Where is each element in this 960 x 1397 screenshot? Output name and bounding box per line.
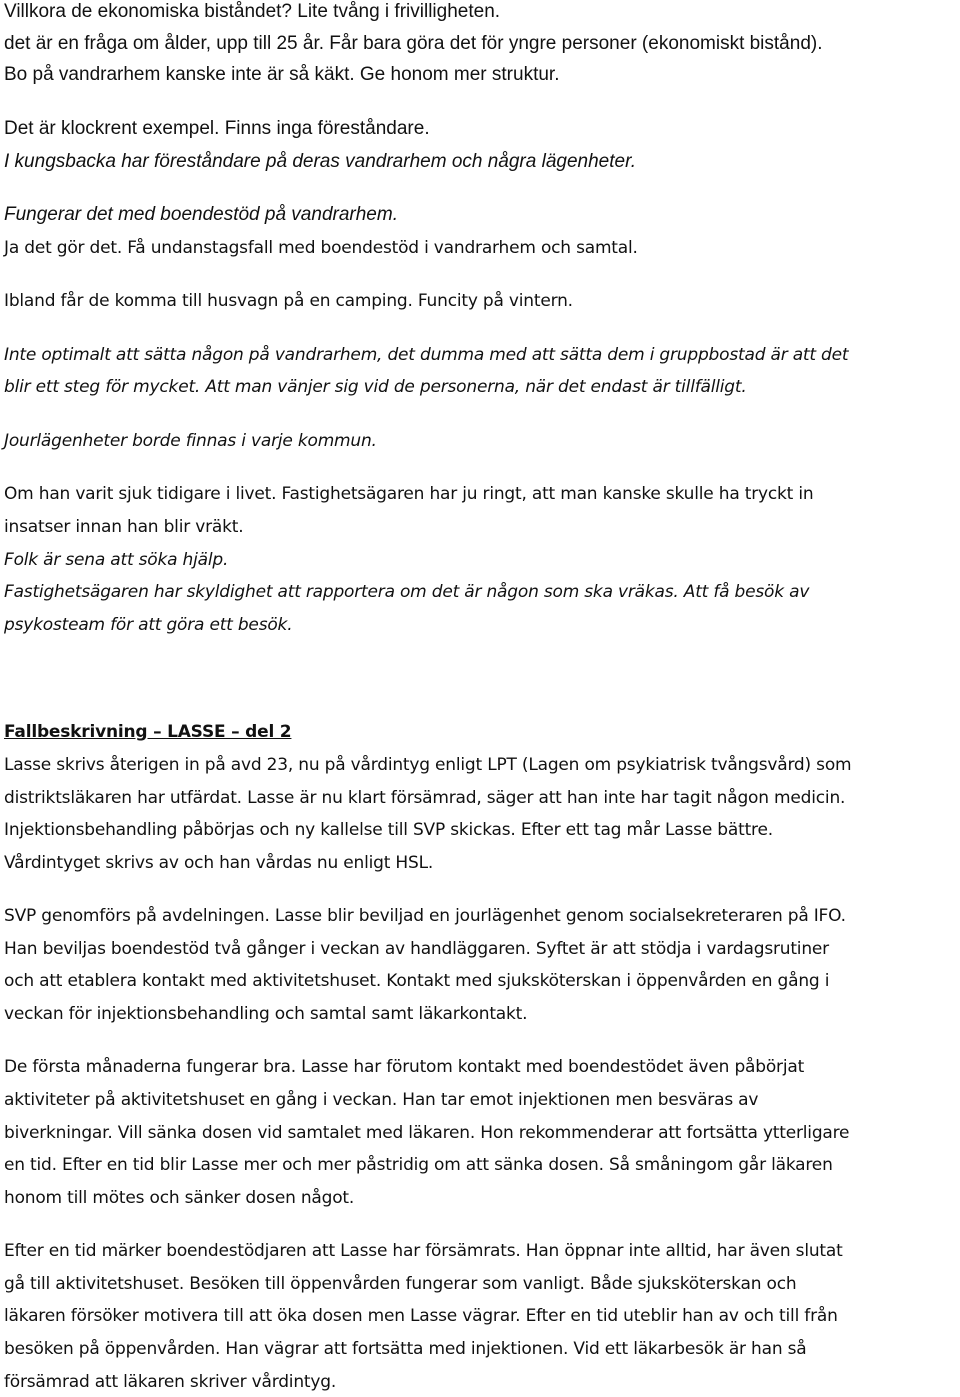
case-line: biverkningar. Vill sänka dosen vid samtalet med läkaren. Hon rekommenderar att fortsätta ytterligare — [4, 1123, 850, 1143]
case-line: SVP genomförs på avdelningen. Lasse blir beviljad en jourlägenhet genom socialsekreteraren på IFO. — [4, 906, 846, 926]
case-line: försämrad att läkaren skriver vårdintyg. — [4, 1372, 337, 1392]
note-line: Bo på vandrarhem kanske inte är så käkt. Ge honom mer struktur. — [4, 64, 560, 85]
case-line: Han beviljas boendestöd två gånger i veckan av handläggaren. Syftet är att stödja i vardagsrutiner — [4, 939, 829, 959]
note-line: Fastighetsägaren har skyldighet att rapportera om det är någon som ska vräkas. Att få besök av — [4, 582, 810, 602]
note-line: insatser innan han blir vräkt. — [4, 517, 244, 537]
note-line: Fungerar det med boendestöd på vandrarhem. — [4, 204, 398, 225]
case-line: Vårdintyget skrivs av och han vårdas nu enligt HSL. — [4, 853, 434, 873]
note-line: Inte optimalt att sätta någon på vandrarhem, det dumma med att sätta dem i gruppbostad är att det — [4, 345, 849, 365]
case-line: gå till aktivitetshuset. Besöken till öppenvården fungerar som vanligt. Både sjuksköterskan och — [4, 1274, 797, 1294]
case-line: distriktsläkaren har utfärdat. Lasse är nu klart försämrad, säger att han inte har tagit någon medicin. — [4, 788, 846, 808]
note-line: Om han varit sjuk tidigare i livet. Fastighetsägaren har ju ringt, att man kanske skulle ha tryckt in — [4, 484, 814, 504]
case-line: besöken på öppenvården. Han vägrar att fortsätta med injektionen. Vid ett läkarbesök är han så — [4, 1339, 807, 1359]
case-line: läkaren försöker motivera till att öka dosen men Lasse vägrar. Efter en tid uteblir han av och till från — [4, 1306, 838, 1326]
case-line: De första månaderna fungerar bra. Lasse har förutom kontakt med boendestödet även påbörjat — [4, 1057, 805, 1077]
note-line: I kungsbacka har föreståndare på deras vandrarhem och några lägenheter. — [4, 151, 636, 172]
note-line: Villkora de ekonomiska biståndet? Lite tvång i frivilligheten. — [4, 1, 501, 22]
note-line: Folk är sena att söka hjälp. — [4, 550, 229, 570]
case-heading: Fallbeskrivning – LASSE – del 2 — [4, 722, 292, 742]
case-line: Efter en tid märker boendestödjaren att Lasse har försämrats. Han öppnar inte alltid, har även slutat — [4, 1241, 843, 1261]
case-line: en tid. Efter en tid blir Lasse mer och mer påstridig om att sänka dosen. Så småningom går läkaren — [4, 1155, 833, 1175]
case-line: Injektionsbehandling påbörjas och ny kallelse till SVP skickas. Efter ett tag mår Lasse bättre. — [4, 820, 773, 840]
note-line: Jourlägenheter borde finnas i varje kommun. — [4, 431, 377, 451]
note-line: Ja det gör det. Få undanstagsfall med boendestöd i vandrarhem och samtal. — [4, 238, 638, 258]
case-line: veckan för injektionsbehandling och samtal samt läkarkontakt. — [4, 1004, 528, 1024]
case-line: aktiviteter på aktivitetshuset en gång i veckan. Han tar emot injektionen men besväras av — [4, 1090, 759, 1110]
note-line: Ibland får de komma till husvagn på en camping. Funcity på vintern. — [4, 291, 573, 311]
case-line: Lasse skrivs återigen in på avd 23, nu på vårdintyg enligt LPT (Lagen om psykiatrisk tvångsvård) som — [4, 755, 852, 775]
note-line: blir ett steg för mycket. Att man vänjer sig vid de personerna, när det endast är tillfälligt. — [4, 377, 747, 397]
case-line: och att etablera kontakt med aktivitetshuset. Kontakt med sjuksköterskan i öppenvården en gång i — [4, 971, 830, 991]
note-line: Det är klockrent exempel. Finns inga föreståndare. — [4, 118, 430, 139]
note-line: det är en fråga om ålder, upp till 25 år. Får bara göra det för yngre personer (ekonomiskt bistånd). — [4, 33, 823, 54]
note-line: psykosteam för att göra ett besök. — [4, 615, 293, 635]
case-line: honom till mötes och sänker dosen något. — [4, 1188, 355, 1208]
